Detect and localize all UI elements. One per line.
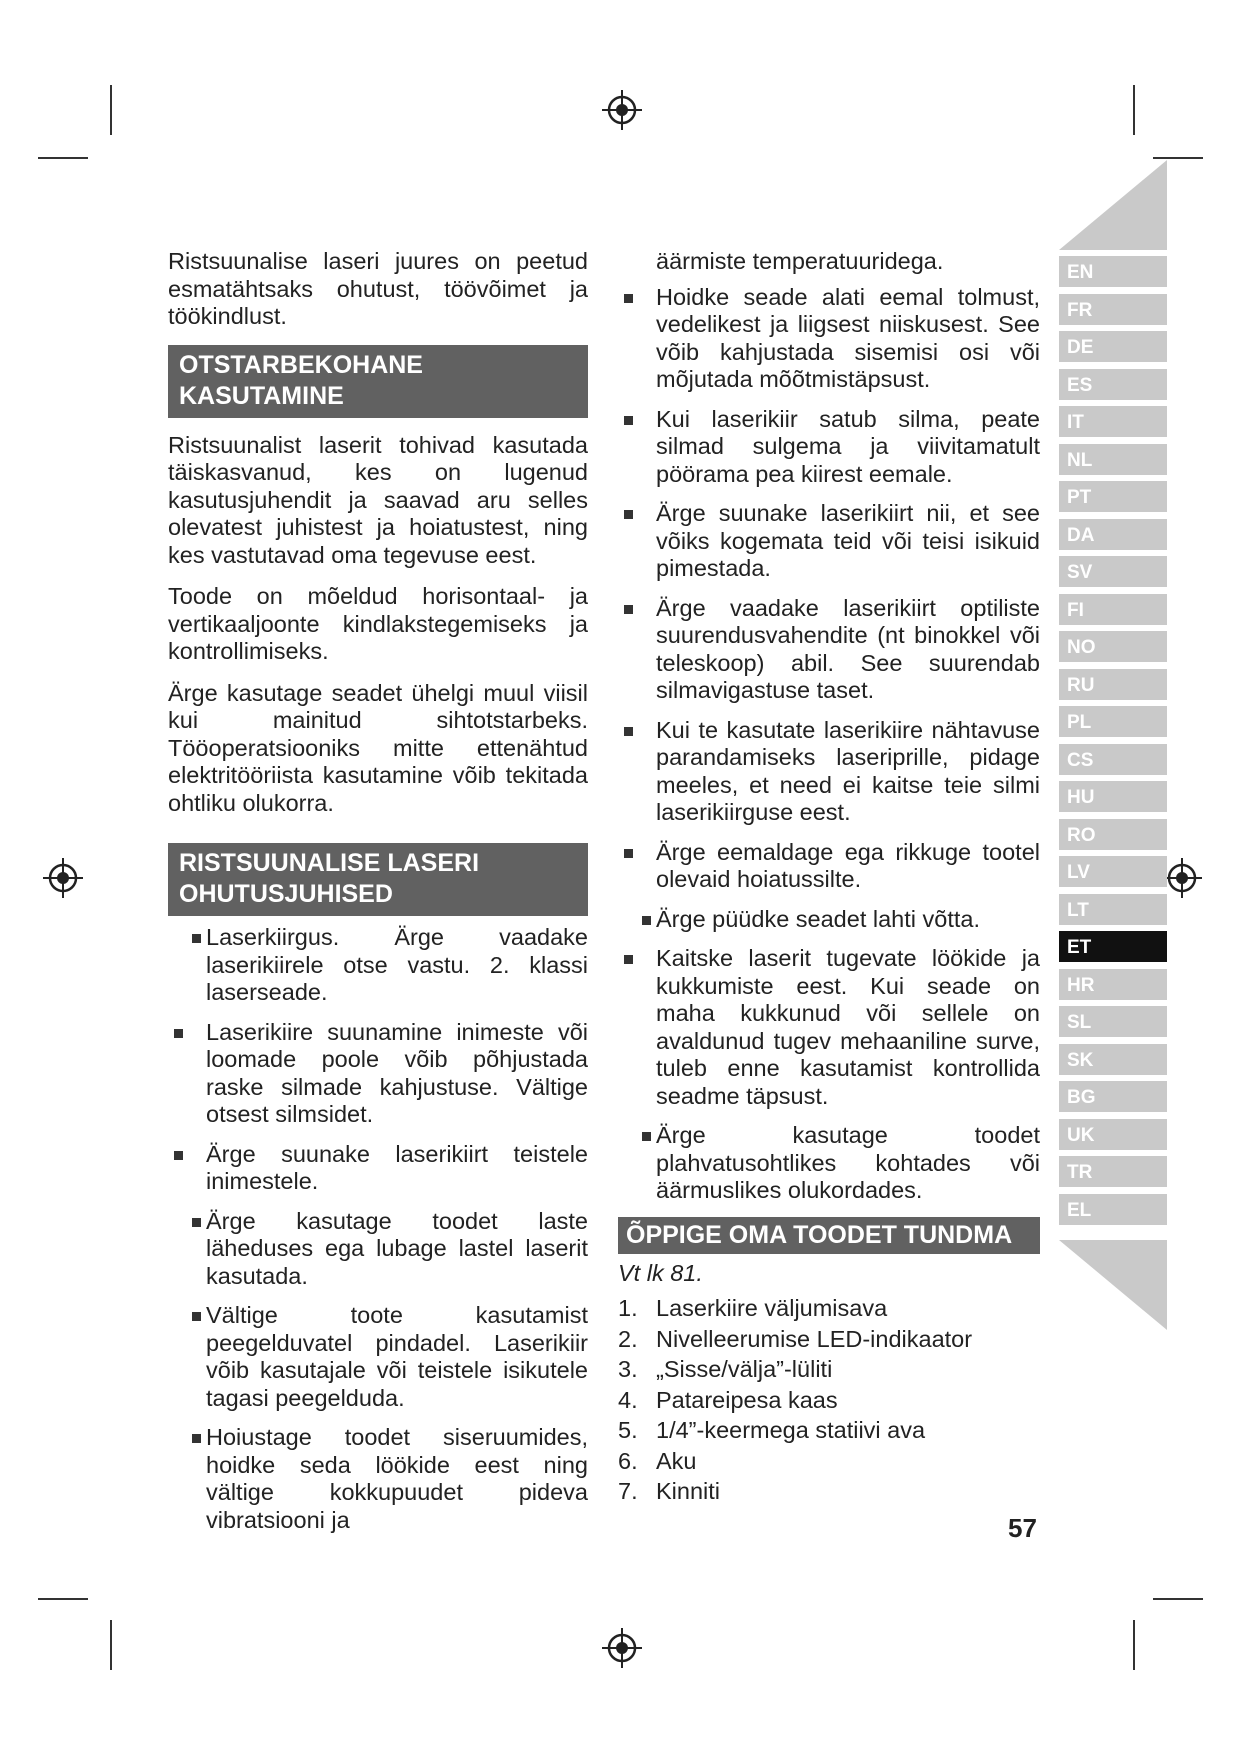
bullet-square-icon: [174, 1151, 183, 1160]
list-item: Ärge eemaldage ega rikkuge tootel olevaid hoiatussilte.: [618, 839, 1040, 894]
crop-mark: [38, 157, 88, 159]
left-column: [168, 248, 588, 1546]
language-tab-hr: HR: [1059, 969, 1167, 1003]
language-tab-tr: TR: [1059, 1156, 1167, 1190]
right-column: [618, 248, 1040, 1509]
crop-mark: [1153, 1598, 1203, 1600]
list-item: Kui te kasutate laserikiire nähtavuse parandamiseks laseriprille, pidage meeles, et need ei kaitse teie silmi laserikiirguse eest.: [618, 717, 1040, 827]
part-label: Patareipesa kaas: [656, 1386, 838, 1413]
language-tab-da: DA: [1059, 519, 1167, 553]
registration-mark-icon: [1162, 858, 1202, 898]
safety-list: [168, 924, 588, 1534]
language-tab-no: NO: [1059, 631, 1167, 665]
crop-mark: [1133, 1620, 1135, 1670]
list-item: Ärge kasutage toodet plahvatusohtlikes kohtades või äärmuslikes olukordades.: [618, 1122, 1040, 1205]
crop-mark: [110, 85, 112, 135]
language-tab-et: ET: [1059, 931, 1167, 965]
part-label: Laserkiire väljumisava: [656, 1295, 888, 1321]
part-label: „Sisse/välja”-lüliti: [656, 1356, 833, 1382]
parts-list-item: [618, 1448, 1040, 1476]
list-item: Ärge kasutage toodet laste läheduses ega lubage lastel laserit kasutada.: [168, 1208, 588, 1291]
part-number: 5.: [618, 1417, 638, 1443]
bullet-square-icon: [174, 1029, 183, 1038]
language-tab-it: IT: [1059, 406, 1167, 440]
bullet-square-icon: [192, 1312, 201, 1321]
language-tab-lv: LV: [1059, 856, 1167, 890]
language-tab-ro: RO: [1059, 819, 1167, 853]
list-item: Hoidke seade alati eemal tolmust, vedelikest ja liigsest niiskusest. See võib kahjustada sisemisi osi või mõjutada mõõtmistäpsust.: [618, 284, 1040, 394]
parts-list-item: [618, 1295, 1040, 1323]
language-tab-el: EL: [1059, 1194, 1167, 1228]
bullet-square-icon: [624, 294, 633, 303]
paragraph: Ärge kasutage seadet ühelgi muul viisil kui mainitud sihtotstarbeks. Tööoperatsiooniks mitte ettenähtud elektritööriista kasutamine võib tekitada ohtliku olukorra.: [168, 679, 588, 816]
continuation-text: äärmiste temperatuuridega.: [656, 248, 944, 274]
parts-list-item: [618, 1356, 1040, 1384]
language-tab-lt: LT: [1059, 894, 1167, 928]
language-tab-en: EN: [1059, 256, 1167, 290]
bullet-square-icon: [624, 605, 633, 614]
list-item: Kui laserikiir satub silma, peate silmad sulgema ja viivitamatult pöörama pea kiirest eemale.: [618, 406, 1040, 489]
bullet-square-icon: [624, 727, 633, 736]
section-heading: ÕPPIGE OMA TOODET TUNDMA: [618, 1217, 1040, 1254]
paragraph: Ristsuunalist laserit tohivad kasutada täiskasvanud, kes on lugenud kasutusjuhendit ja saavad aru selles olevatest juhistest ja hoiatustest, ning kes vastutavad oma tegevuse eest.: [168, 431, 588, 568]
list-item: Kaitske laserit tugevate löökide ja kukkumiste eest. Kui seade on maha kukkunud või sellele on avaldunud tugev mehaaniline surve, tuleb enne kasutamist kontrollida seadme täpsust.: [618, 945, 1040, 1110]
list-item: Ärge vaadake laserikiirt optiliste suurendusvahendite (nt binokkel või teleskoop) abil. See suurendab silmavigastuse taset.: [618, 595, 1040, 705]
part-number: 3.: [618, 1356, 638, 1382]
list-item: Laserkiirgus. Ärge vaadake laserikiirele otse vastu. 2. klassi laserseade.: [168, 924, 588, 1007]
intro-paragraph: Ristsuunalise laseri juures on peetud esmatähtsaks ohutust, töövõimet ja töökindlust.: [168, 248, 588, 329]
figure-reference: Vt lk 81.: [618, 1259, 703, 1286]
language-tab-pt: PT: [1059, 481, 1167, 515]
safety-list-continued: [618, 284, 1040, 1205]
language-tab-es: ES: [1059, 369, 1167, 403]
registration-mark-icon: [43, 858, 83, 898]
language-tab-ru: RU: [1059, 669, 1167, 703]
bullet-square-icon: [624, 849, 633, 858]
part-label: Nivelleerumise LED-indikaator: [656, 1325, 973, 1352]
bullet-square-icon: [624, 955, 633, 964]
bullet-square-icon: [642, 916, 651, 925]
part-number: 6.: [618, 1447, 638, 1474]
part-label: Kinniti: [656, 1478, 721, 1504]
language-tab-uk: UK: [1059, 1119, 1167, 1153]
language-tab-cs: CS: [1059, 744, 1167, 778]
list-item: Laserikiire suunamine inimeste või loomade poole võib põhjustada raske silmade kahjustuse. Vältige otsest silmsidet.: [168, 1019, 588, 1129]
section-heading: OTSTARBEKOHANE KASUTAMINE: [168, 345, 588, 418]
language-tab-sv: SV: [1059, 556, 1167, 590]
bullet-square-icon: [192, 1218, 201, 1227]
language-tab-pl: PL: [1059, 706, 1167, 740]
parts-list: [618, 1295, 1040, 1506]
crop-mark: [38, 1598, 88, 1600]
parts-list-item: [618, 1478, 1040, 1506]
bullet-square-icon: [624, 510, 633, 519]
parts-list-item: [618, 1326, 1040, 1354]
crop-mark: [110, 1620, 112, 1670]
language-tab-sk: SK: [1059, 1044, 1167, 1078]
part-number: 2.: [618, 1325, 638, 1352]
language-tab-fr: FR: [1059, 294, 1167, 328]
language-tab-hu: HU: [1059, 781, 1167, 815]
part-number: 1.: [618, 1295, 638, 1321]
part-number: 7.: [618, 1478, 638, 1504]
part-number: 4.: [618, 1386, 638, 1413]
part-label: Aku: [656, 1447, 697, 1474]
language-tab-bg: BG: [1059, 1081, 1167, 1115]
language-tab-de: DE: [1059, 331, 1167, 365]
list-item: Vältige toote kasutamist peegelduvatel pindadel. Laserikiir võib kasutajale või teistele isikutele tagasi peegelduda.: [168, 1302, 588, 1412]
registration-mark-icon: [602, 90, 642, 130]
bullet-square-icon: [192, 934, 201, 943]
crop-mark: [1133, 85, 1135, 135]
part-label: 1/4”-keermega statiivi ava: [656, 1417, 926, 1443]
language-tab-fi: FI: [1059, 594, 1167, 628]
bullet-square-icon: [642, 1132, 651, 1141]
list-item: Ärge suunake laserikiirt teistele inimestele.: [168, 1141, 588, 1196]
list-item: Ärge suunake laserikiirt nii, et see võiks kogemata teid või teisi isikuid pimestada.: [618, 500, 1040, 583]
section-heading: RISTSUUNALISE LASERI OHUTUSJUHISED: [168, 843, 588, 916]
list-item: Hoiustage toodet siseruumides, hoidke seda löökide eest ning vältige kokkupuudet pideva vibratsiooni ja: [168, 1424, 588, 1534]
parts-list-item: [618, 1417, 1040, 1445]
page-number: 57: [1008, 1513, 1037, 1543]
language-tab-sl: SL: [1059, 1006, 1167, 1040]
language-tab-nl: NL: [1059, 444, 1167, 478]
parts-list-item: [618, 1387, 1040, 1415]
bullet-square-icon: [192, 1434, 201, 1443]
bullet-square-icon: [624, 416, 633, 425]
paragraph: Toode on mõeldud horisontaal- ja vertikaaljoonte kindlakstegemiseks ja kontrollimiseks.: [168, 583, 588, 664]
list-item: Ärge püüdke seadet lahti võtta.: [618, 906, 1040, 934]
registration-mark-icon: [602, 1628, 642, 1668]
